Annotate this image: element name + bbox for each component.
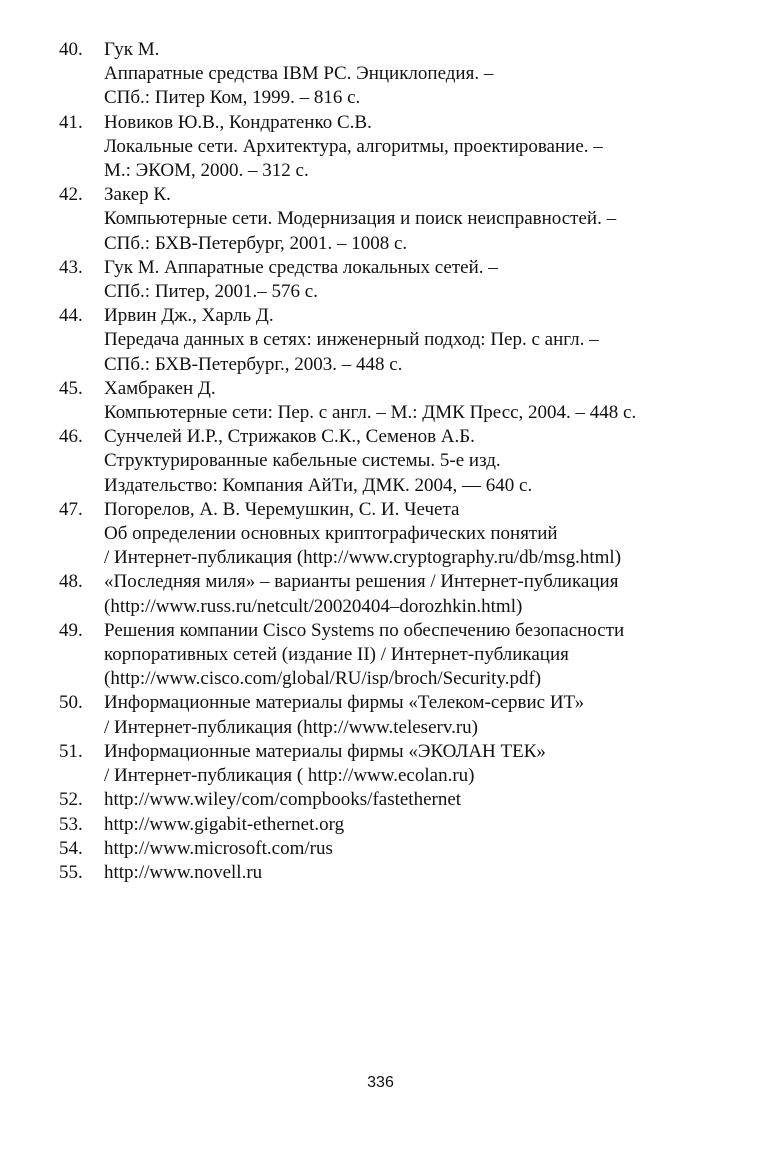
reference-line: Информационные материалы фирмы «ЭКОЛАН ТЕК» <box>104 740 546 762</box>
reference-number: 45. <box>59 377 83 399</box>
reference-line: Закер К. <box>104 184 171 206</box>
reference-line: «Последняя миля» – варианты решения / Интернет-публикация <box>104 571 619 593</box>
reference-text <box>104 38 754 111</box>
reference-text <box>104 740 754 788</box>
reference-text <box>104 691 754 739</box>
reference-line: (http://www.cisco.com/global/RU/isp/broch/Security.pdf) <box>104 668 542 690</box>
reference-item <box>0 619 761 692</box>
reference-text <box>104 377 754 425</box>
reference-item <box>0 304 761 377</box>
reference-text <box>104 619 754 692</box>
reference-text <box>104 183 754 256</box>
reference-item <box>0 861 761 885</box>
reference-item <box>0 425 761 498</box>
reference-line: http://www.wiley/com/compbooks/fastethernet <box>104 789 462 811</box>
reference-item <box>0 570 761 618</box>
reference-number: 55. <box>59 861 83 883</box>
reference-line: СПб.: БХВ-Петербург., 2003. – 448 с. <box>104 353 403 375</box>
reference-number: 41. <box>59 111 83 133</box>
reference-line: http://www.gigabit-ethernet.org <box>104 813 345 835</box>
reference-item <box>0 837 761 861</box>
reference-number: 48. <box>59 571 83 593</box>
reference-text <box>104 570 754 618</box>
reference-line: Сунчелей И.Р., Стрижаков С.К., Семенов А.Б. <box>104 426 475 448</box>
reference-number: 54. <box>59 837 83 859</box>
reference-line: Структурированные кабельные системы. 5-е изд. <box>104 450 501 472</box>
reference-item <box>0 498 761 571</box>
reference-number: 40. <box>59 39 83 60</box>
reference-line: Передача данных в сетях: инженерный подход: Пер. с англ. – <box>104 329 599 351</box>
page-number: 336 <box>367 1074 394 1091</box>
reference-line: Информационные материалы фирмы «Телеком-сервис ИТ» <box>104 692 585 714</box>
reference-text <box>104 861 754 885</box>
reference-text <box>104 111 754 184</box>
reference-item <box>0 691 761 739</box>
reference-number: 46. <box>59 426 83 448</box>
reference-line: Ирвин Дж., Харль Д. <box>104 305 274 327</box>
reference-text <box>104 788 754 812</box>
reference-line: Локальные сети. Архитектура, алгоритмы, проектирование. – <box>104 135 603 157</box>
reference-line: (http://www.russ.ru/netcult/20020404–dorozhkin.html) <box>104 595 523 617</box>
reference-line: Гук М. <box>104 39 160 60</box>
reference-line: СПб.: БХВ-Петербург, 2001. – 1008 с. <box>104 232 408 254</box>
reference-item <box>0 256 761 304</box>
reference-line: Издательство: Компания АйТи, ДМК. 2004, — 640 с. <box>104 474 533 496</box>
reference-line: Компьютерные сети: Пер. с англ. – М.: ДМК Пресс, 2004. – 448 с. <box>104 402 637 424</box>
reference-text <box>104 498 754 571</box>
reference-line: Гук М. Аппаратные средства локальных сетей. – <box>104 256 498 278</box>
reference-item <box>0 813 761 837</box>
reference-line: Погорелов, А. В. Черемушкин, С. И. Чечета <box>104 498 460 520</box>
reference-text <box>104 425 754 498</box>
reference-line: Аппаратные средства IBM PC. Энциклопедия. – <box>104 63 494 85</box>
reference-text <box>104 256 754 304</box>
reference-text <box>104 304 754 377</box>
reference-number: 50. <box>59 692 83 714</box>
reference-item <box>0 377 761 425</box>
reference-line: М.: ЭКОМ, 2000. – 312 с. <box>104 160 309 182</box>
reference-item <box>0 183 761 256</box>
reference-line: Компьютерные сети. Модернизация и поиск неисправностей. – <box>104 208 617 230</box>
reference-line: / Интернет-публикация (http://www.teleserv.ru) <box>104 716 478 738</box>
reference-line: http://www.microsoft.com/rus <box>104 837 333 859</box>
reference-line: Решения компании Cisco Systems по обеспечению безопасности <box>104 619 625 641</box>
reference-item <box>0 788 761 812</box>
reference-line: / Интернет-публикация (http://www.cryptography.ru/db/msg.html) <box>104 547 622 569</box>
reference-line: Хамбракен Д. <box>104 377 216 399</box>
reference-line: СПб.: Питер, 2001.– 576 с. <box>104 281 318 303</box>
reference-item <box>0 38 761 111</box>
reference-list <box>0 38 761 885</box>
reference-number: 49. <box>59 619 83 641</box>
reference-number: 52. <box>59 789 83 811</box>
reference-line: http://www.novell.ru <box>104 861 263 883</box>
reference-number: 47. <box>59 498 83 520</box>
reference-number: 42. <box>59 184 83 206</box>
reference-number: 44. <box>59 305 83 327</box>
reference-number: 53. <box>59 813 83 835</box>
reference-number: 51. <box>59 740 83 762</box>
reference-item <box>0 111 761 184</box>
reference-text <box>104 813 754 837</box>
reference-text <box>104 837 754 861</box>
reference-line: Об определении основных криптографических понятий <box>104 523 558 545</box>
reference-line: / Интернет-публикация ( http://www.ecolan.ru) <box>104 765 475 787</box>
reference-line: СПб.: Питер Ком, 1999. – 816 с. <box>104 87 361 109</box>
reference-number: 43. <box>59 256 83 278</box>
reference-line: корпоративных сетей (издание II) / Интернет-публикация <box>104 644 569 666</box>
reference-line: Новиков Ю.В., Кондратенко С.В. <box>104 111 372 133</box>
reference-item <box>0 740 761 788</box>
